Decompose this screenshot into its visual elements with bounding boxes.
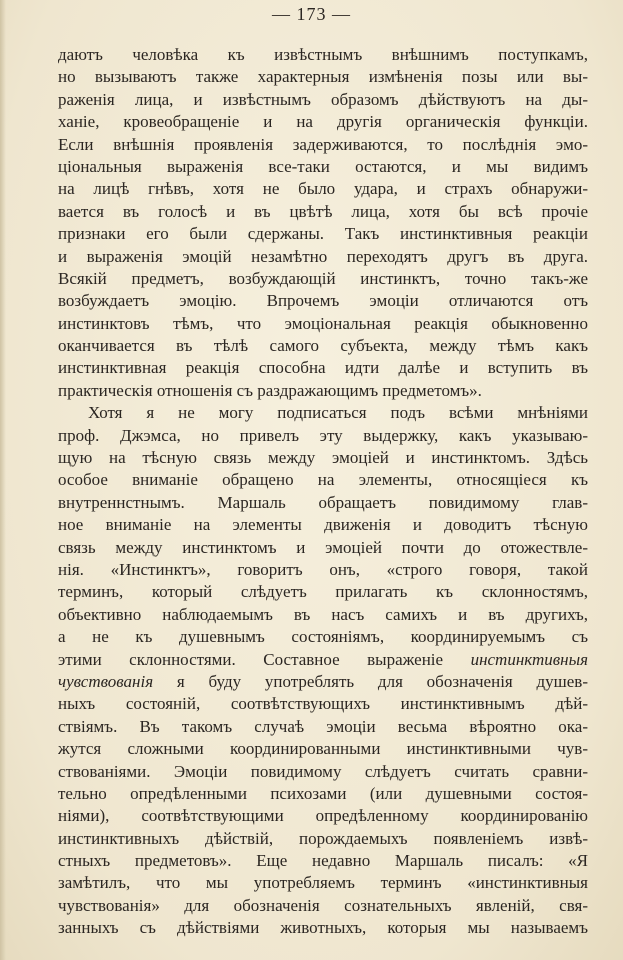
text-run: ніями), соотвѣтствующими опредѣленному координированію [58,806,588,826]
text-line [58,290,588,312]
text-line [58,649,588,671]
text-line [58,492,588,514]
text-line [58,313,588,335]
text-line [58,89,588,111]
italic-term: чувствованія [58,671,154,691]
text-run: инстинктивная реакція способна идти далѣе и вступить въ [58,358,588,378]
text-run: но вызываютъ также характерныя измѣненія позы или вы- [58,67,588,87]
text-line [58,469,588,491]
text-line [58,738,588,760]
text-line [58,268,588,290]
text-line [58,805,588,827]
text-line [58,895,588,917]
text-line [58,402,588,424]
text-line [58,201,588,223]
text-run: Хотя я не могу подписаться подъ всѣми мнѣніями [88,403,588,423]
text-line [58,693,588,715]
page-binding-shadow [0,0,6,960]
text-run: Всякій предметъ, возбуждающій инстинктъ, точно такъ-же [58,268,588,288]
page-number: — 173 — [272,4,351,24]
text-run: вается въ голосѣ и въ цвѣтѣ лица, хотя бы всѣ прочіе [58,201,588,221]
italic-term: инстинктивныя [470,649,588,669]
text-run: Если внѣшнія проявленія задерживаются, то послѣднія эмо- [58,134,588,154]
text-line [58,783,588,805]
text-run: жутся сложными координированными инстинктивными чув- [58,739,588,759]
text-line [58,761,588,783]
text-line [58,447,588,469]
text-run: инстинктовъ тѣмъ, что эмоціональная реакція обыкновенно [58,313,588,333]
text-run: ствованіями. Эмоціи повидимому слѣдуетъ считать сравни- [58,761,588,781]
text-run: замѣтилъ, что мы употребляемъ терминъ «инстинктивныя [58,873,588,893]
text-line [58,335,588,357]
text-line [58,850,588,872]
text-run: практическія отношенія съ раздражающимъ предметомъ». [58,380,482,400]
text-line [58,111,588,133]
text-run: ныхъ состояній, соотвѣтствующихъ инстинктивнымъ дѣй- [58,694,588,714]
text-run: чувствованія» для обозначенія сознательныхъ явленій, свя- [58,895,588,915]
text-line [58,134,588,156]
text-line [58,66,588,88]
text-run: терминъ, который слѣдуетъ прилагать къ склонностямъ, [58,582,588,602]
text-run: ціональныя выраженія все-таки остаются, и мы видимъ [58,156,588,176]
text-run: ствіямъ. Въ такомъ случаѣ эмоціи весьма вѣроятно ока- [58,716,588,736]
body-text [58,44,588,940]
text-run: ное вниманіе на элементы движенія и доводитъ тѣсную [58,515,588,535]
text-run: нія. «Инстинктъ», говоритъ онъ, «строго говоря, такой [58,559,588,579]
text-line [58,581,588,603]
text-run: ханіе, кровеобращеніе и на другія органическія функціи. [58,112,588,132]
text-run: проф. Джэмса, но привелъ эту выдержку, какъ указываю- [58,425,588,445]
text-run: признаки его были сдержаны. Такъ инстинктивныя реакціи [58,224,588,244]
text-run: раженія лица, и извѣстнымъ образомъ дѣйствуютъ на ды- [58,89,588,109]
text-run: щую на тѣсную связь между эмоціей и инстинктомъ. Здѣсь [58,448,588,468]
text-line [58,44,588,66]
text-run: оканчивается въ тѣлѣ самого субъекта, между тѣмъ какъ [58,336,588,356]
text-line [58,716,588,738]
text-run: внутреннстнымъ. Маршаль обращаетъ повидимому глав- [58,492,588,512]
text-line [58,380,588,402]
text-line [58,604,588,626]
text-line [58,156,588,178]
text-line [58,626,588,648]
text-run: возбуждаетъ эмоцію. Впрочемъ эмоціи отличаются отъ [58,291,588,311]
text-run: даютъ человѣка къ извѣстнымъ внѣшнимъ поступкамъ, [58,45,588,64]
text-line [58,223,588,245]
text-run: инстинктивныхъ дѣйствій, порождаемыхъ появленіемъ извѣ- [58,828,588,848]
text-line [58,671,588,693]
text-run: объективно наблюдаемымъ въ насъ самихъ и въ другихъ, [58,604,588,624]
text-line [58,872,588,894]
text-line [58,537,588,559]
text-run: а не къ душевнымъ состояніямъ, координируемымъ съ [58,627,588,647]
text-line [58,246,588,268]
text-line [58,828,588,850]
text-line [58,357,588,379]
text-run: на лицѣ гнѣвъ, хотя не было удара, и страхъ обнаружи- [58,179,588,199]
text-run: и выраженія эмоцій незамѣтно переходятъ другъ въ друга. [58,246,588,266]
text-run: занныхъ съ дѣйствіями животныхъ, которыя мы называемъ [58,918,588,938]
text-line [58,514,588,536]
text-run: тельно опредѣленными психозами (или душевными состоя- [58,783,588,803]
text-run: стныхъ предметовъ». Еще недавно Маршаль писалъ: «Я [58,851,588,871]
text-run: этими склонностями. Составное выраженіе [58,649,471,669]
text-line [58,425,588,447]
text-run: я буду употреблять для обозначенія душев- [153,671,588,691]
text-run: особое вниманіе обращено на элементы, относящіеся къ [58,470,588,490]
text-line [58,917,588,939]
text-run: связь между инстинктомъ и эмоціей почти до отожествле- [58,537,588,557]
text-line [58,559,588,581]
text-line [58,178,588,200]
